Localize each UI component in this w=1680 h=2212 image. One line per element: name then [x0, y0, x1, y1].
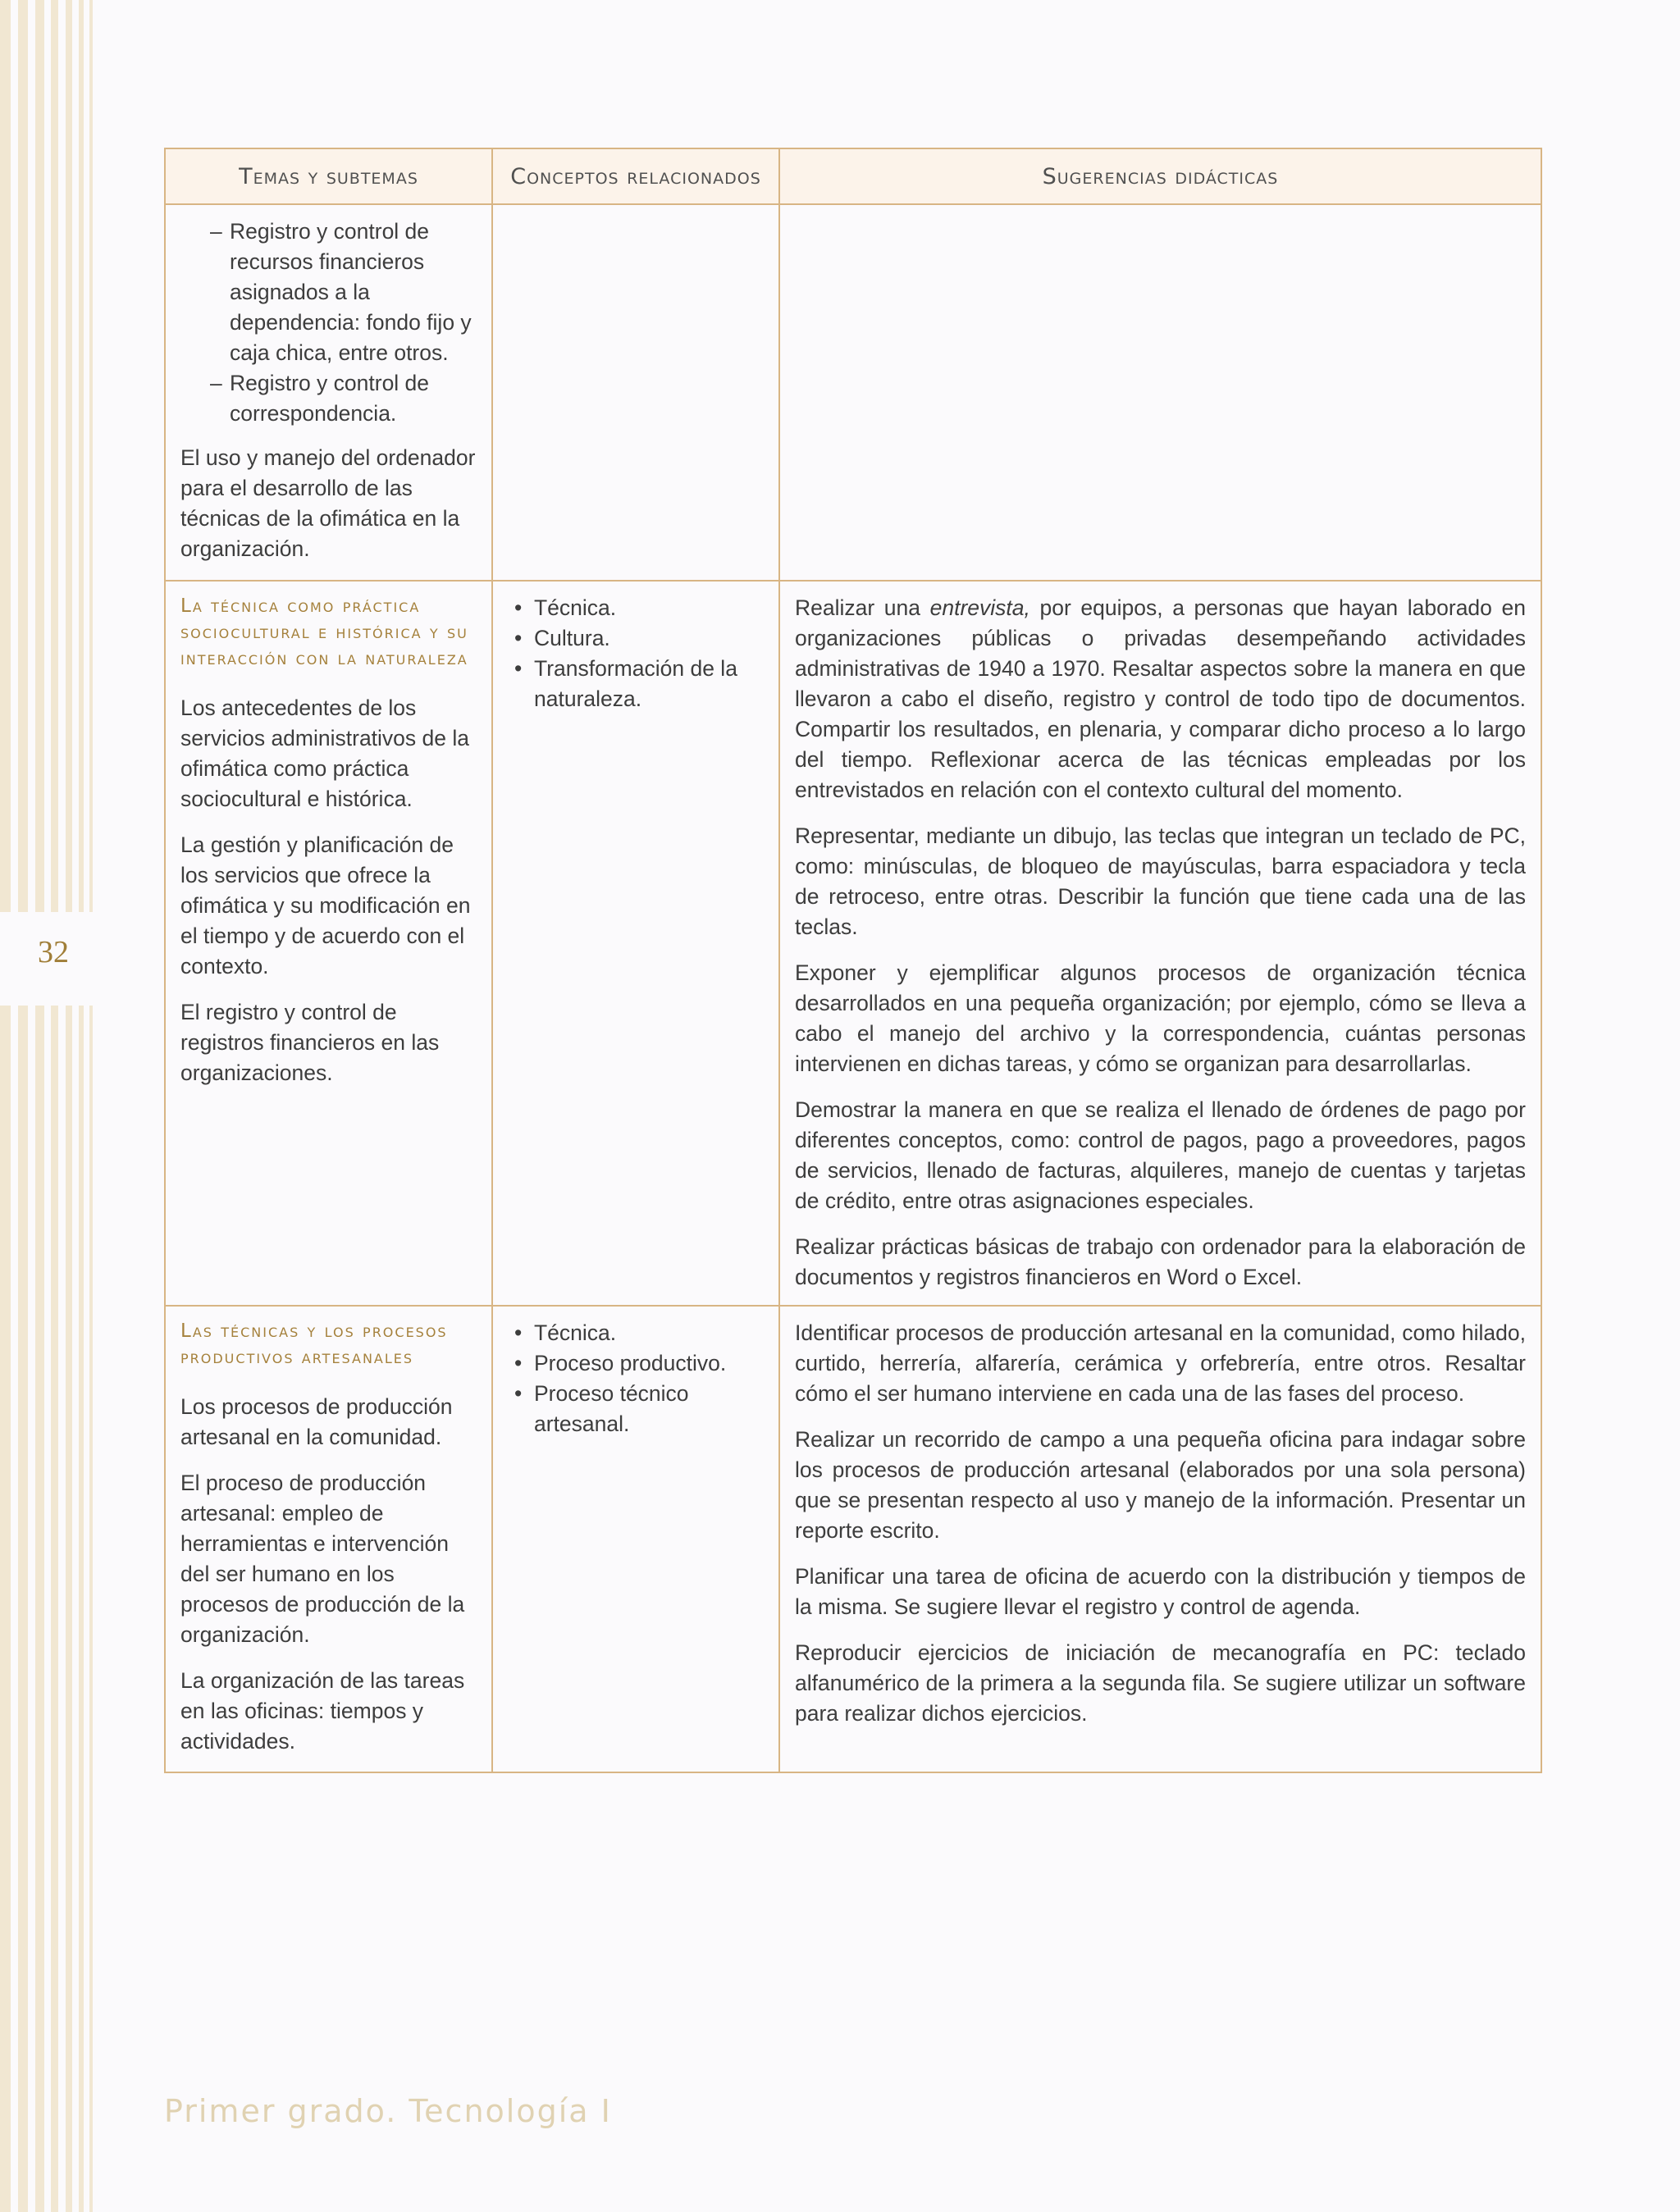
suggestion-text: [795, 593, 1526, 805]
subtopic-text: La gestión y planificación de los servicios que ofrece la ofimática y su modificación en el tiempo y de acuerdo con el contexto.: [180, 832, 471, 978]
concept-item: • Transformación de la naturaleza.: [514, 654, 770, 714]
suggestions-cell: [779, 581, 1541, 1306]
concept-item: • Técnica.: [514, 593, 770, 623]
concepts-cell: [492, 581, 779, 1306]
suggestion-text: Realizar prácticas básicas de trabajo con ordenador para la elaboración de documentos y registros financieros en Word o Excel.: [795, 1234, 1526, 1289]
suggestion-text: Exponer y ejemplificar algunos procesos de organización técnica desarrollados en una pequeña organización; por ejemplo, cómo se lleva a cabo el manejo del archivo y la correspondencia, cuántas personas intervienen en dichas tareas, y cómo se organizan para desarrollarlas.: [795, 960, 1526, 1076]
suggestion-text: Planificar una tarea de oficina de acuerdo con la distribución y tiempos de la misma. Se sugiere llevar el registro y control de agenda.: [795, 1564, 1526, 1619]
concept-item: • Proceso técnico artesanal.: [514, 1379, 770, 1439]
subtopic-text: Los procesos de producción artesanal en la comunidad.: [180, 1394, 453, 1449]
topics-cell: [165, 581, 492, 1306]
header-temas: Temas y subtemas: [165, 148, 492, 204]
suggestion-emphasis: entrevista,: [929, 595, 1030, 620]
page-number: 32: [38, 935, 69, 969]
suggestions-cell: [779, 1306, 1541, 1772]
section-title: La técnica como práctica sociocultural e histórica y su interacción con la naturaleza: [180, 595, 468, 669]
topics-cell: [165, 204, 492, 581]
subtopic-text: La organización de las tareas en las oficinas: tiempos y actividades.: [180, 1668, 465, 1754]
suggestion-text-end: por equipos, a personas que hayan laborado en organizaciones públicas o privadas desempeñando actividades administrativas de 1940 a 1970. Resaltar aspectos sobre la manera en que llevaron a cabo el diseño, registro y control de todo tipo de documentos. Compartir los resultados, en plenaria, y comparar dicho proceso a lo largo del tiempo. Reflexionar acerca de las técnicas empleadas por los entrevistados en relación con el contexto cultural del momento.: [795, 595, 1526, 802]
curriculum-table: [164, 148, 1542, 1773]
suggestions-cell: [779, 204, 1541, 581]
table-row: [165, 204, 1541, 581]
margin-stripe: [89, 0, 93, 2212]
list-item: – Registro y control de correspondencia.: [210, 368, 477, 429]
table-row: [165, 1306, 1541, 1772]
suggestion-text-start: Realizar una: [795, 595, 930, 620]
table-row: [165, 581, 1541, 1306]
margin-stripe: [0, 0, 11, 2212]
concepts-cell: [492, 1306, 779, 1772]
suggestion-text: Reproducir ejercicios de iniciación de mecanografía en PC: teclado alfanumérico de la primera a la segunda fila. Se sugiere utilizar un software para realizar dichos ejercicios.: [795, 1640, 1526, 1726]
list-item: – Registro y control de recursos financieros asignados a la dependencia: fondo fijo y caja chica, entre otros.: [210, 217, 477, 368]
header-conceptos: Conceptos relacionados: [492, 148, 779, 204]
topics-cell: [165, 1306, 492, 1772]
margin-stripe: [18, 0, 28, 2212]
margin-stripe: [51, 0, 58, 2212]
subtopic-text: El proceso de producción artesanal: empleo de herramientas e intervención del ser humano en los procesos de producción de la organización.: [180, 1471, 465, 1647]
margin-stripe: [66, 0, 72, 2212]
suggestion-text: Identificar procesos de producción artesanal en la comunidad, como hilado, curtido, herrería, alfarería, cerámica y orfebrería, entre otros. Resaltar cómo el ser humano interviene en cada una de las fases del proceso.: [795, 1320, 1526, 1406]
concept-item: • Técnica.: [514, 1318, 770, 1348]
suggestion-text: Demostrar la manera en que se realiza el llenado de órdenes de pago por diferentes conceptos, como: control de pagos, pago a proveedores, pagos de servicios, llenado de facturas, alquileres, manejo de cuentas y tarjetas de crédito, entre otras asignaciones especiales.: [795, 1097, 1526, 1213]
header-sugerencias: Sugerencias didácticas: [779, 148, 1541, 204]
section-title: Las técnicas y los procesos productivos artesanales: [180, 1320, 448, 1368]
subtopic-text: Los antecedentes de los servicios administrativos de la ofimática como práctica sociocultural e histórica.: [180, 696, 469, 811]
concepts-list: [514, 1318, 770, 1439]
concepts-list: [514, 593, 770, 714]
concepts-cell: [492, 204, 779, 581]
margin-stripe: [79, 0, 84, 2212]
concept-item: • Cultura.: [514, 623, 770, 654]
subtopic-text: El uso y manejo del ordenador para el desarrollo de las técnicas de la ofimática en la organización.: [180, 445, 476, 561]
dash-list: [180, 217, 477, 429]
concept-item: • Proceso productivo.: [514, 1348, 770, 1379]
page-footer: Primer grado. Tecnología I: [164, 2093, 612, 2129]
suggestion-text: Realizar un recorrido de campo a una pequeña oficina para indagar sobre los procesos de producción artesanal (elaborados por una sola persona) que se presentan respecto al uso y manejo de la información. Presentar un reporte escrito.: [795, 1427, 1526, 1543]
margin-stripe: [35, 0, 44, 2212]
subtopic-text: El registro y control de registros financieros en las organizaciones.: [180, 1000, 440, 1085]
suggestion-text: Representar, mediante un dibujo, las teclas que integran un teclado de PC, como: minúsculas, de bloqueo de mayúsculas, barra espaciadora y tecla de retroceso, entre otras. Describir la función que tiene cada una de las teclas.: [795, 823, 1526, 939]
table-header-row: [165, 148, 1541, 204]
